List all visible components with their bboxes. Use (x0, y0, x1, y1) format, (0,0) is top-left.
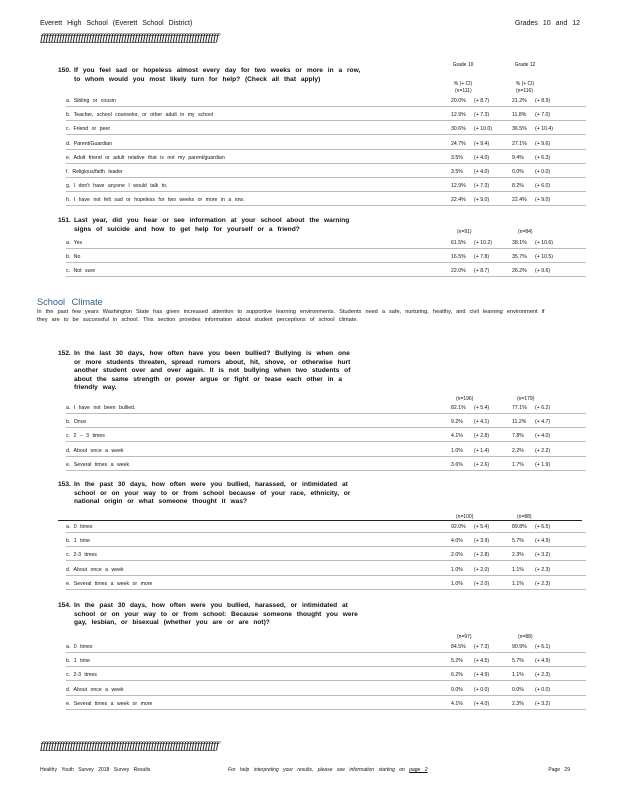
value-grade12: 2.2% (512, 447, 524, 454)
ci-grade10: (+ 4.0) (474, 700, 490, 707)
value-grade12: 1.7% (512, 461, 524, 468)
answer-label: c. 2-3 times (66, 672, 97, 679)
n-grade10: (n=97) (457, 634, 472, 640)
ci-grade10: (+ 4.0) (474, 169, 490, 175)
ci-grade10: (+ 9.4) (474, 140, 490, 147)
answer-row (66, 550, 586, 561)
value-grade10: 9.2% (451, 419, 463, 426)
ci-grade12: (+ 0.0) (535, 169, 551, 175)
answer-row (66, 266, 586, 277)
ci-grade10: (+ 7.8) (474, 254, 490, 261)
row-divider (66, 575, 586, 576)
ci-grade10: (+ 4.9) (474, 672, 490, 679)
n-grade12: (n=88) (517, 514, 532, 520)
answer-label: c. 2-3 times (66, 552, 97, 559)
value-grade10: 12.9% (451, 112, 466, 119)
question-152 (58, 350, 358, 393)
ci-grade10: (+ 2.0) (474, 566, 490, 573)
value-grade12: 22.4% (512, 197, 527, 204)
ci-grade12: (+ 9.0) (535, 197, 551, 204)
answer-row (66, 238, 586, 249)
value-grade12: 11.2% (512, 419, 527, 426)
footer-page-number: Page 29 (548, 767, 570, 773)
answer-label: e. Several times a week or more (66, 700, 153, 707)
value-grade10: 61.5% (451, 240, 466, 246)
section-body: In the past few years Washington State has given increased attention to supportive learning environments. Students need a safe, nurturing, healthy, and civil learning environment if they are to be successful in school. This section provides information about student perceptions of school climate. (37, 309, 545, 323)
answer-row (66, 403, 586, 414)
ci-grade12: (+ 7.0) (535, 112, 551, 119)
value-grade10: 5.2% (451, 658, 463, 665)
answer-row (66, 110, 586, 121)
answer-row (66, 642, 586, 653)
question-text: In the past 30 days, how often were you bullied, harassed, or intimidated at school or on your way to or from school: Because someone thought you were gay, lesbian, or bisexual (whether you are or are not)? (74, 602, 358, 626)
value-grade12: 2.3% (512, 552, 524, 559)
ci-grade10: (+ 5.4) (474, 405, 490, 411)
question-153 (58, 481, 358, 507)
row-divider (66, 532, 586, 533)
answer-label: b. Once (66, 419, 87, 426)
value-grade12: 5.7% (512, 538, 524, 545)
question-number: 152. (58, 350, 71, 357)
row-divider (66, 441, 586, 442)
answer-row (66, 656, 586, 667)
value-grade10: 22.4% (451, 197, 466, 204)
value-grade10: 3.6% (451, 461, 463, 468)
row-divider (66, 149, 586, 150)
value-grade12: 26.2% (512, 268, 527, 275)
ci-grade12: (+ 10.4) (535, 126, 554, 133)
row-divider (66, 413, 586, 414)
value-grade12: 35.7% (512, 254, 527, 261)
col-header-grade10: Grade 10 (452, 62, 474, 68)
section-title: School Climate (37, 297, 103, 307)
col-header-grade12: Grade 12 (514, 62, 536, 68)
n-grade12: (n=179) (517, 396, 535, 402)
n-grade12: (n=116) (516, 88, 534, 94)
answer-label: b. 1 time (66, 658, 90, 665)
ci-grade10: (+ 8.7) (474, 98, 490, 104)
value-grade12: 2.3% (512, 700, 524, 707)
ci-grade10: (+ 4.1) (474, 419, 490, 426)
row-divider (66, 120, 586, 121)
ci-grade10: (+ 0.0) (474, 686, 490, 693)
value-grade12: 27.1% (512, 140, 527, 147)
ci-grade10: (+ 2.6) (474, 461, 490, 468)
question-text: In the past 30 days, how often were you bullied, harassed, or intimidated at school or on your way to or from school because of your race, ethnicity, or national origin or what someone thought it was? (74, 481, 351, 505)
row-divider (66, 456, 586, 457)
ci-grade12: (+ 6.2) (535, 405, 551, 411)
ci-grade12: (+ 2.3) (535, 580, 551, 587)
n-grade10: (n=111) (455, 88, 472, 94)
ci-grade12: (+ 3.2) (535, 552, 551, 559)
value-grade10: 1.0% (451, 566, 463, 573)
answer-row (66, 252, 586, 263)
value-grade10: 1.0% (451, 580, 463, 587)
answer-label: b. Teacher, school counselor, or other adult in my school (66, 112, 214, 119)
value-grade10: 20.0% (451, 98, 466, 104)
header-grades: Grades 10 and 12 (514, 20, 580, 27)
ci-grade12: (+ 3.2) (535, 700, 551, 707)
value-grade10: 1.0% (451, 447, 463, 454)
ci-grade10: (+ 10.0) (474, 126, 493, 133)
value-grade10: 3.5% (451, 154, 463, 161)
n-grade10: (n=196) (456, 396, 474, 402)
footer-survey-name: Healthy Youth Survey 2018 Survey Results (40, 767, 151, 773)
ci-grade12: (+ 9.6) (535, 140, 551, 147)
ci-grade12: (+ 9.6) (535, 268, 551, 275)
answer-label: e. Adult friend or adult relative that is not my parent/guardian (66, 154, 225, 161)
value-grade12: 9.4% (512, 154, 524, 161)
value-grade12: 90.9% (512, 644, 527, 650)
answer-label: a. Yes (66, 240, 83, 246)
answer-label: a. I have not been bullied. (66, 405, 136, 411)
ci-grade12: (+ 6.5) (535, 524, 551, 530)
question-number: 154. (58, 602, 71, 609)
answer-row (66, 96, 586, 107)
value-grade10: 22.0% (451, 268, 466, 275)
value-grade10: 24.7% (451, 140, 466, 147)
question-number: 153. (58, 481, 71, 488)
ci-grade10: (+ 2.8) (474, 552, 490, 559)
answer-label: c. Friend or peer (66, 126, 111, 133)
value-grade12: 0.0% (512, 686, 524, 693)
answer-row (66, 153, 586, 164)
row-divider (66, 205, 586, 206)
value-grade10: 4.0% (451, 538, 463, 545)
value-grade10: 16.5% (451, 254, 466, 261)
answer-label: d. Parent/Guardian (66, 140, 112, 147)
footer-help-text (228, 767, 428, 773)
row-divider (66, 546, 586, 547)
answer-label: h. I have not felt sad or hopeless for two weeks or more in a row. (66, 197, 245, 204)
ci-grade12: (+ 0.0) (535, 686, 551, 693)
ci-grade10: (+ 7.3) (474, 183, 490, 190)
value-grade12: 1.1% (512, 672, 524, 679)
question-text: In the last 30 days, how often have you been bullied? Bullying is when one or more students threaten, spread rumors about, hit, shove, or otherwise hurt another student over and over again. It is not bullying when two students of about the same strength or power argue or fight or tease each other in a friendly way. (74, 350, 351, 391)
row-divider (66, 134, 586, 135)
ci-grade12: (+ 2.3) (535, 672, 551, 679)
ci-grade12: (+ 8.9) (535, 98, 551, 104)
answer-row (66, 195, 586, 206)
footer-page-link[interactable]: page 2 (409, 767, 428, 773)
header-school-name: Everett High School (Everett School District) (40, 20, 193, 27)
value-grade10: 92.0% (451, 524, 466, 530)
n-grade10: (n=100) (456, 514, 474, 520)
row-divider (66, 276, 586, 277)
ci-grade10: (+ 3.9) (474, 538, 490, 545)
row-divider (66, 652, 586, 653)
answer-row (66, 139, 586, 150)
ci-grade12: (+ 6.1) (535, 644, 551, 650)
value-grade12: 5.7% (512, 658, 524, 665)
ci-grade12: (+ 1.9) (535, 461, 551, 468)
value-grade12: 8.2% (512, 183, 524, 190)
ci-grade10: (+ 2.8) (474, 433, 490, 440)
row-divider (66, 427, 586, 428)
decorative-rule-bottom: ƒƒƒƒƒƒƒƒƒƒƒƒƒƒƒƒƒƒƒƒƒƒƒƒƒƒƒƒƒƒƒƒƒƒƒƒƒƒƒƒƒƒƒƒƒƒƒƒƒƒƒƒƒƒƒƒƒƒƒƒƒƒƒƒƒƒ (40, 741, 219, 752)
value-grade10: 84.5% (451, 644, 466, 650)
value-grade12: 38.1% (512, 240, 527, 246)
row-divider (66, 106, 586, 107)
answer-label: a. Sibling or cousin (66, 98, 116, 104)
value-grade10: 4.1% (451, 700, 463, 707)
answer-label: d. About once a week (66, 686, 124, 693)
answer-label: g. I don't have anyone I would talk to. (66, 183, 168, 190)
question-154 (58, 602, 368, 628)
answer-row (66, 699, 586, 710)
ci-grade10: (+ 4.0) (474, 154, 490, 161)
ci-grade12: (+ 6.3) (535, 154, 551, 161)
row-divider (66, 248, 586, 249)
ci-grade10: (+ 7.3) (474, 112, 490, 119)
answer-label: a. 0 times (66, 644, 93, 650)
ci-grade12: (+ 4.9) (535, 538, 551, 545)
row-divider (66, 163, 586, 164)
row-divider (66, 709, 586, 710)
answer-label: f. Religious/faith leader (66, 169, 123, 175)
n-grade10: (n=91) (457, 229, 472, 235)
question-text: Last year, did you hear or see information at your school about the warning signs of suicide and how to get help for yourself or a friend? (74, 217, 350, 233)
value-grade10: 30.6% (451, 126, 466, 133)
value-grade12: 0.0% (512, 169, 524, 175)
question-text: If you feel sad or hopeless almost every day for two weeks or more in a row, to whom would you most likely turn for help? (Check all that apply) (74, 67, 361, 83)
ci-grade10: (+ 2.0) (474, 580, 490, 587)
answer-label: e. Several times a week or more (66, 580, 153, 587)
answer-label: d. About once a week (66, 447, 124, 454)
n-grade12: (n=88) (518, 634, 533, 640)
ci-grade10: (+ 9.0) (474, 197, 490, 204)
question-number: 150. (58, 67, 71, 74)
row-divider (66, 470, 586, 471)
answer-row (66, 124, 586, 135)
answer-row (66, 431, 586, 442)
ci-grade10: (+ 10.2) (474, 240, 493, 246)
value-grade12: 36.5% (512, 126, 527, 133)
value-grade10: 82.1% (451, 405, 466, 411)
ci-grade10: (+ 7.3) (474, 644, 490, 650)
row-divider (66, 695, 586, 696)
col-metric-grade10: % (+ CI) (453, 81, 473, 87)
ci-grade10: (+ 4.5) (474, 658, 490, 665)
answer-row (66, 417, 586, 428)
value-grade12: 7.8% (512, 433, 524, 440)
footer-help-prefix: For help interpreting your results, please see information starting on (228, 767, 405, 773)
answer-label: b. No (66, 254, 81, 261)
question-150 (58, 67, 368, 84)
answer-row (66, 579, 586, 590)
ci-grade12: (+ 4.9) (535, 658, 551, 665)
answer-row (66, 460, 586, 471)
answer-label: b. 1 time (66, 538, 90, 545)
ci-grade12: (+ 6.0) (535, 183, 551, 190)
ci-grade12: (+ 2.2) (535, 447, 551, 454)
row-divider (66, 680, 586, 681)
ci-grade12: (+ 10.5) (535, 254, 554, 261)
answer-label: e. Several times a week (66, 461, 130, 468)
ci-grade12: (+ 10.6) (535, 240, 554, 246)
answer-row (66, 565, 586, 576)
col-metric-grade12: % (+ CI) (515, 81, 535, 87)
divider-line (58, 520, 582, 521)
ci-grade12: (+ 4.7) (535, 419, 551, 426)
answer-label: c. Not sure (66, 268, 96, 275)
value-grade10: 6.2% (451, 672, 463, 679)
value-grade12: 21.2% (512, 98, 527, 104)
decorative-rule-top: ƒƒƒƒƒƒƒƒƒƒƒƒƒƒƒƒƒƒƒƒƒƒƒƒƒƒƒƒƒƒƒƒƒƒƒƒƒƒƒƒƒƒƒƒƒƒƒƒƒƒƒƒƒƒƒƒƒƒƒƒƒƒƒƒƒƒ (40, 33, 219, 44)
row-divider (66, 177, 586, 178)
ci-grade10: (+ 8.7) (474, 268, 490, 275)
value-grade12: 77.1% (512, 405, 527, 411)
value-grade10: 12.9% (451, 183, 466, 190)
row-divider (66, 262, 586, 263)
value-grade12: 11.8% (512, 112, 527, 119)
value-grade12: 1.1% (512, 580, 524, 587)
value-grade12: 89.8% (512, 524, 527, 530)
row-divider (66, 560, 586, 561)
answer-label: c. 2 – 3 times (66, 433, 105, 440)
answer-row (66, 670, 586, 681)
ci-grade12: (+ 4.0) (535, 433, 551, 440)
question-151 (58, 217, 368, 234)
question-number: 151. (58, 217, 71, 224)
row-divider (66, 191, 586, 192)
value-grade10: 0.0% (451, 686, 463, 693)
answer-row (66, 685, 586, 696)
answer-label: d. About once a week (66, 566, 124, 573)
ci-grade10: (+ 5.4) (474, 524, 490, 530)
answer-row (66, 181, 586, 192)
answer-row (66, 536, 586, 547)
answer-label: a. 0 times (66, 524, 93, 530)
answer-row (66, 446, 586, 457)
value-grade12: 1.1% (512, 566, 524, 573)
ci-grade10: (+ 1.4) (474, 447, 490, 454)
value-grade10: 4.1% (451, 433, 463, 440)
answer-row (66, 167, 586, 178)
value-grade10: 2.0% (451, 552, 463, 559)
row-divider (66, 589, 586, 590)
row-divider (66, 666, 586, 667)
value-grade10: 3.5% (451, 169, 463, 175)
n-grade12: (n=84) (518, 229, 533, 235)
ci-grade12: (+ 2.3) (535, 566, 551, 573)
answer-row (66, 522, 586, 533)
